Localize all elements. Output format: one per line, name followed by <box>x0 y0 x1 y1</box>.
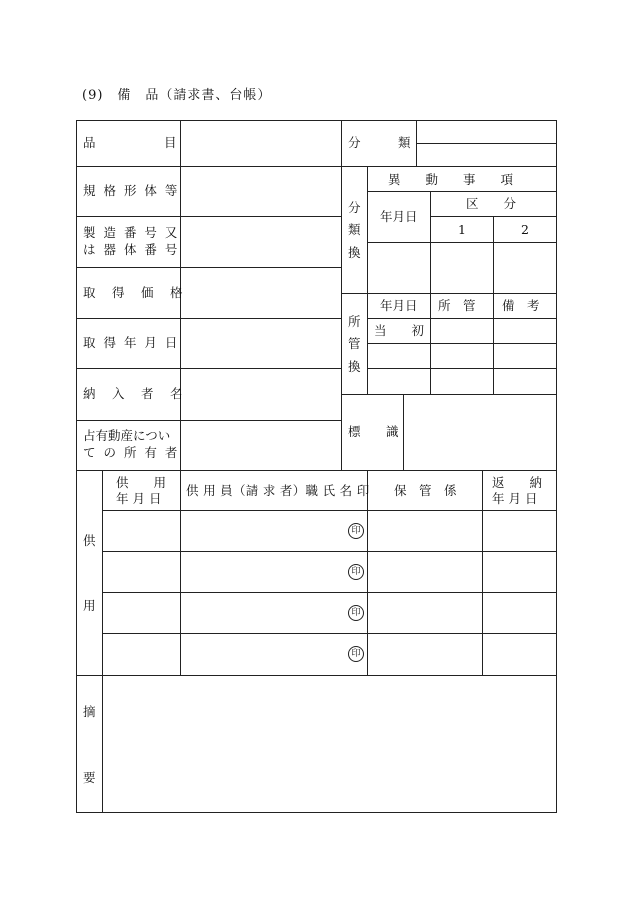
usage-date-header-1: 供 用 <box>116 475 167 490</box>
user-header: 供 用 員（請 求 者）職 氏 名 印 <box>186 483 370 498</box>
initial-label: 当 初 <box>374 323 425 338</box>
change-items-header: 異 動 事 項 <box>388 172 514 187</box>
tag-label: 標 <box>348 424 361 439</box>
class-change-char-1: 分 <box>348 200 361 215</box>
usage-side-char-1: 供 <box>83 533 96 548</box>
custody-date-header: 年月日 <box>380 298 418 313</box>
class-change-char-3: 換 <box>348 245 361 260</box>
item-name-label-end: 目 <box>164 135 177 150</box>
return-date-header-2: 年 月 日 <box>492 491 538 506</box>
seal-mark: 印 <box>348 646 364 662</box>
division-1: 1 <box>458 222 466 237</box>
class-change-char-2: 類 <box>348 222 361 237</box>
category-label: 分 <box>348 135 361 150</box>
seal-mark: 印 <box>348 605 364 621</box>
change-date-header: 年月日 <box>380 209 418 224</box>
supplier-label: 納 入 者 名 <box>83 386 185 401</box>
notes-side-char-1: 摘 <box>83 704 96 719</box>
spec-label: 規 格 形 体 等 <box>83 183 180 198</box>
serial-label-1: 製 造 番 号 又 <box>83 225 180 240</box>
usage-date-header-2: 年 月 日 <box>116 491 162 506</box>
price-label: 取 得 価 格 <box>83 285 185 300</box>
custody-change-char-3: 換 <box>348 359 361 374</box>
division-2: 2 <box>521 222 529 237</box>
document-title: (9) 備 品（請求書、台帳） <box>82 88 272 103</box>
movable-owner-label-2: て の 所 有 者 <box>83 445 180 460</box>
category-label-end: 類 <box>398 135 411 150</box>
custody-header: 所 管 <box>438 298 476 313</box>
seal-mark: 印 <box>348 523 364 539</box>
custody-change-char-1: 所 <box>348 314 361 329</box>
return-date-header-1: 返 納 <box>492 475 543 490</box>
division-header: 区 分 <box>466 196 517 211</box>
keeper-header: 保 管 係 <box>394 483 457 498</box>
usage-side-char-2: 用 <box>83 598 96 613</box>
movable-owner-label-1: 占有動産につい <box>83 428 171 443</box>
tag-label-end: 識 <box>386 424 399 439</box>
remarks-header: 備 考 <box>502 298 540 313</box>
seal-mark: 印 <box>348 564 364 580</box>
item-name-label: 品 <box>83 135 96 150</box>
notes-side-char-2: 要 <box>83 770 96 785</box>
serial-label-2: は 器 体 番 号 <box>83 242 180 257</box>
custody-change-char-2: 管 <box>348 336 361 351</box>
acquisition-date-label: 取 得 年 月 日 <box>83 335 180 350</box>
